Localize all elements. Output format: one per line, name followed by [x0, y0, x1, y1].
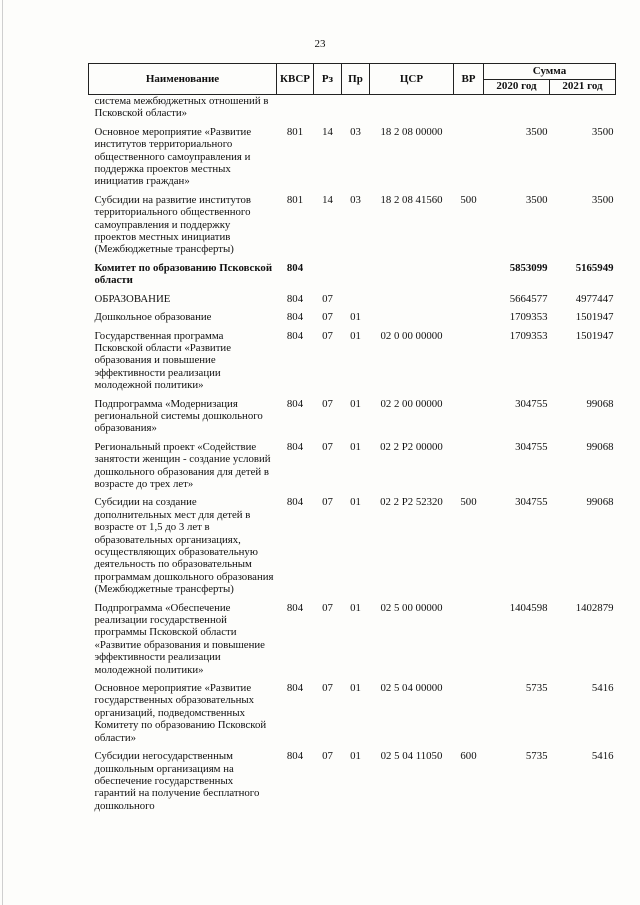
row-name: Региональный проект «Содействие занятости женщин - создание условий дошкольного образования для детей в возрасте до трех лет»	[94, 440, 271, 490]
header-vr: ВР	[454, 64, 484, 95]
row-sum-2020: 1709353	[509, 311, 548, 324]
table-row	[89, 262, 616, 287]
row-kvsr: 804	[286, 682, 304, 695]
row-sum-2020: 3500	[525, 193, 548, 206]
row-kvsr: 804	[286, 440, 304, 453]
header-kvsr: КВСР	[277, 64, 314, 95]
row-sum-2020: 1404598	[509, 601, 548, 614]
row-csr: 02 5 04 00000	[380, 682, 443, 695]
row-pr	[342, 95, 370, 120]
row-csr: 02 2 P2 00000	[380, 440, 443, 453]
row-csr	[370, 311, 454, 323]
row-name: Субсидии негосударственным дошкольным организациям на обеспечение государственных гарантий на получение бесплатного дошкольного	[94, 750, 260, 812]
scan-edge-line	[2, 0, 3, 905]
row-pr: 03	[350, 125, 361, 138]
row-kvsr: 804	[286, 261, 304, 274]
row-vr	[454, 441, 484, 491]
row-rz: 07	[322, 440, 333, 453]
header-year-2020: 2020 год	[484, 79, 550, 95]
row-rz: 14	[322, 125, 333, 138]
row-sum-2021: 4977447	[575, 292, 614, 305]
row-rz: 07	[322, 682, 333, 695]
row-sum-2021: 3500	[591, 125, 614, 138]
row-vr	[454, 398, 484, 435]
row-vr: 500	[460, 496, 477, 509]
row-kvsr: 804	[286, 601, 304, 614]
row-csr: 02 5 04 11050	[380, 750, 443, 763]
table-row	[89, 398, 616, 435]
row-pr	[342, 262, 370, 287]
row-sum-2020: 3500	[525, 125, 548, 138]
row-rz: 07	[322, 496, 333, 509]
budget-table	[88, 63, 616, 812]
row-vr	[454, 602, 484, 676]
row-sum-2020: 5735	[525, 682, 548, 695]
row-rz: 07	[322, 311, 333, 324]
table-row	[89, 750, 616, 812]
page-number: 23	[314, 38, 326, 50]
row-vr	[454, 330, 484, 392]
row-name: система межбюджетных отношений в Псковской области»	[94, 95, 269, 120]
row-csr: 02 2 00 00000	[380, 397, 443, 410]
table-row	[89, 293, 616, 305]
row-name: Основное мероприятие «Развитие государственных образовательных организаций, подведомственных Комитету по образованию Псковской области»	[94, 682, 267, 744]
row-sum-2020: 5853099	[509, 261, 548, 274]
row-vr	[454, 682, 484, 744]
row-name: Дошкольное образование	[94, 311, 212, 324]
row-pr: 01	[350, 682, 361, 695]
table-row	[89, 602, 616, 676]
row-rz	[314, 95, 342, 120]
header-csr: ЦСР	[370, 64, 454, 95]
row-name: Подпрограмма «Модернизация региональной системы дошкольного образования»	[94, 397, 263, 435]
table-row	[89, 682, 616, 744]
row-sum-2021: 3500	[591, 193, 614, 206]
row-sum-2020: 304755	[515, 496, 548, 509]
row-sum-2021: 99068	[586, 440, 614, 453]
row-pr	[342, 293, 370, 305]
row-pr: 01	[350, 601, 361, 614]
row-name: Субсидии на создание дополнительных мест для детей в возрасте от 1,5 до 3 лет в образовательных организациях, осуществляющих образовательную деятельность по образовательным программам дошкольного образования (Межбюджетные трансферты)	[94, 496, 274, 596]
row-kvsr	[277, 95, 314, 120]
row-name: Комитет по образованию Псковской области	[94, 261, 273, 287]
row-kvsr: 804	[286, 750, 304, 763]
row-sum-2020: 304755	[515, 440, 548, 453]
row-name: Подпрограмма «Обеспечение реализации государственной программы Псковской области «Развитие образования и повышение эффективности реализации молодежной политики»	[94, 601, 265, 676]
row-vr	[454, 262, 484, 287]
row-pr: 03	[350, 193, 361, 206]
row-name: Субсидии на развитие институтов территориального общественного самоуправления и поддержку проектов местных инициатив (Межбюджетные трансферты)	[94, 193, 251, 256]
table-row	[89, 126, 616, 188]
row-pr: 01	[350, 750, 361, 763]
table-body	[89, 95, 616, 813]
row-sum-2021	[550, 95, 616, 120]
row-sum-2021: 1501947	[575, 329, 614, 342]
row-rz: 07	[322, 601, 333, 614]
row-name: Государственная программа Псковской области «Развитие образования и повышение эффективности реализации молодежной политики»	[94, 329, 232, 392]
header-pr: Пр	[342, 64, 370, 95]
row-pr: 01	[350, 496, 361, 509]
row-sum-2020: 1709353	[509, 329, 548, 342]
row-csr: 02 5 00 00000	[380, 601, 443, 614]
row-vr	[454, 126, 484, 188]
row-name: ОБРАЗОВАНИЕ	[94, 292, 171, 305]
row-csr	[370, 262, 454, 287]
row-rz: 14	[322, 193, 333, 206]
row-rz: 07	[322, 397, 333, 410]
row-sum-2021: 1402879	[575, 601, 614, 614]
table-row	[89, 95, 616, 120]
row-sum-2021: 99068	[586, 496, 614, 509]
header-rz: Рз	[314, 64, 342, 95]
row-kvsr: 804	[286, 397, 304, 410]
row-rz: 07	[322, 329, 333, 342]
row-kvsr: 801	[286, 193, 304, 206]
row-csr: 02 0 00 00000	[380, 329, 443, 342]
table-row	[89, 330, 616, 392]
row-csr	[370, 95, 454, 120]
row-sum-2021: 99068	[586, 397, 614, 410]
row-csr	[370, 293, 454, 305]
row-pr: 01	[350, 311, 361, 324]
row-sum-2021: 5416	[591, 750, 614, 763]
header-year-2021: 2021 год	[550, 79, 616, 95]
row-rz: 07	[322, 750, 333, 763]
row-sum-2021: 5416	[591, 682, 614, 695]
row-vr: 600	[460, 750, 477, 763]
table-row	[89, 441, 616, 491]
row-vr	[454, 95, 484, 120]
row-vr	[454, 293, 484, 305]
row-csr: 18 2 08 00000	[380, 125, 443, 138]
table-row	[89, 194, 616, 256]
row-csr: 18 2 08 41560	[380, 193, 443, 206]
row-rz: 07	[322, 292, 333, 305]
table-row	[89, 496, 616, 595]
row-sum-2020: 5735	[525, 750, 548, 763]
row-kvsr: 804	[286, 496, 304, 509]
row-kvsr: 804	[286, 292, 304, 305]
table-row	[89, 311, 616, 323]
header-sum: Сумма	[484, 64, 616, 80]
row-vr: 500	[460, 193, 477, 206]
row-sum-2020: 5664577	[509, 292, 548, 305]
row-name: Основное мероприятие «Развитие институтов территориального общественного самоуправления и поддержка проектов местных инициатив граждан»	[94, 125, 252, 188]
row-pr: 01	[350, 440, 361, 453]
row-pr: 01	[350, 329, 361, 342]
row-pr: 01	[350, 397, 361, 410]
row-kvsr: 804	[286, 329, 304, 342]
row-sum-2021: 1501947	[575, 311, 614, 324]
row-vr	[454, 311, 484, 323]
row-kvsr: 804	[286, 311, 304, 324]
row-sum-2020	[484, 95, 550, 120]
row-sum-2020: 304755	[515, 397, 548, 410]
row-sum-2021: 5165949	[575, 261, 614, 274]
row-rz	[314, 262, 342, 287]
header-name: Наименование	[89, 64, 277, 95]
row-csr: 02 2 P2 52320	[380, 496, 443, 509]
row-kvsr: 801	[286, 125, 304, 138]
